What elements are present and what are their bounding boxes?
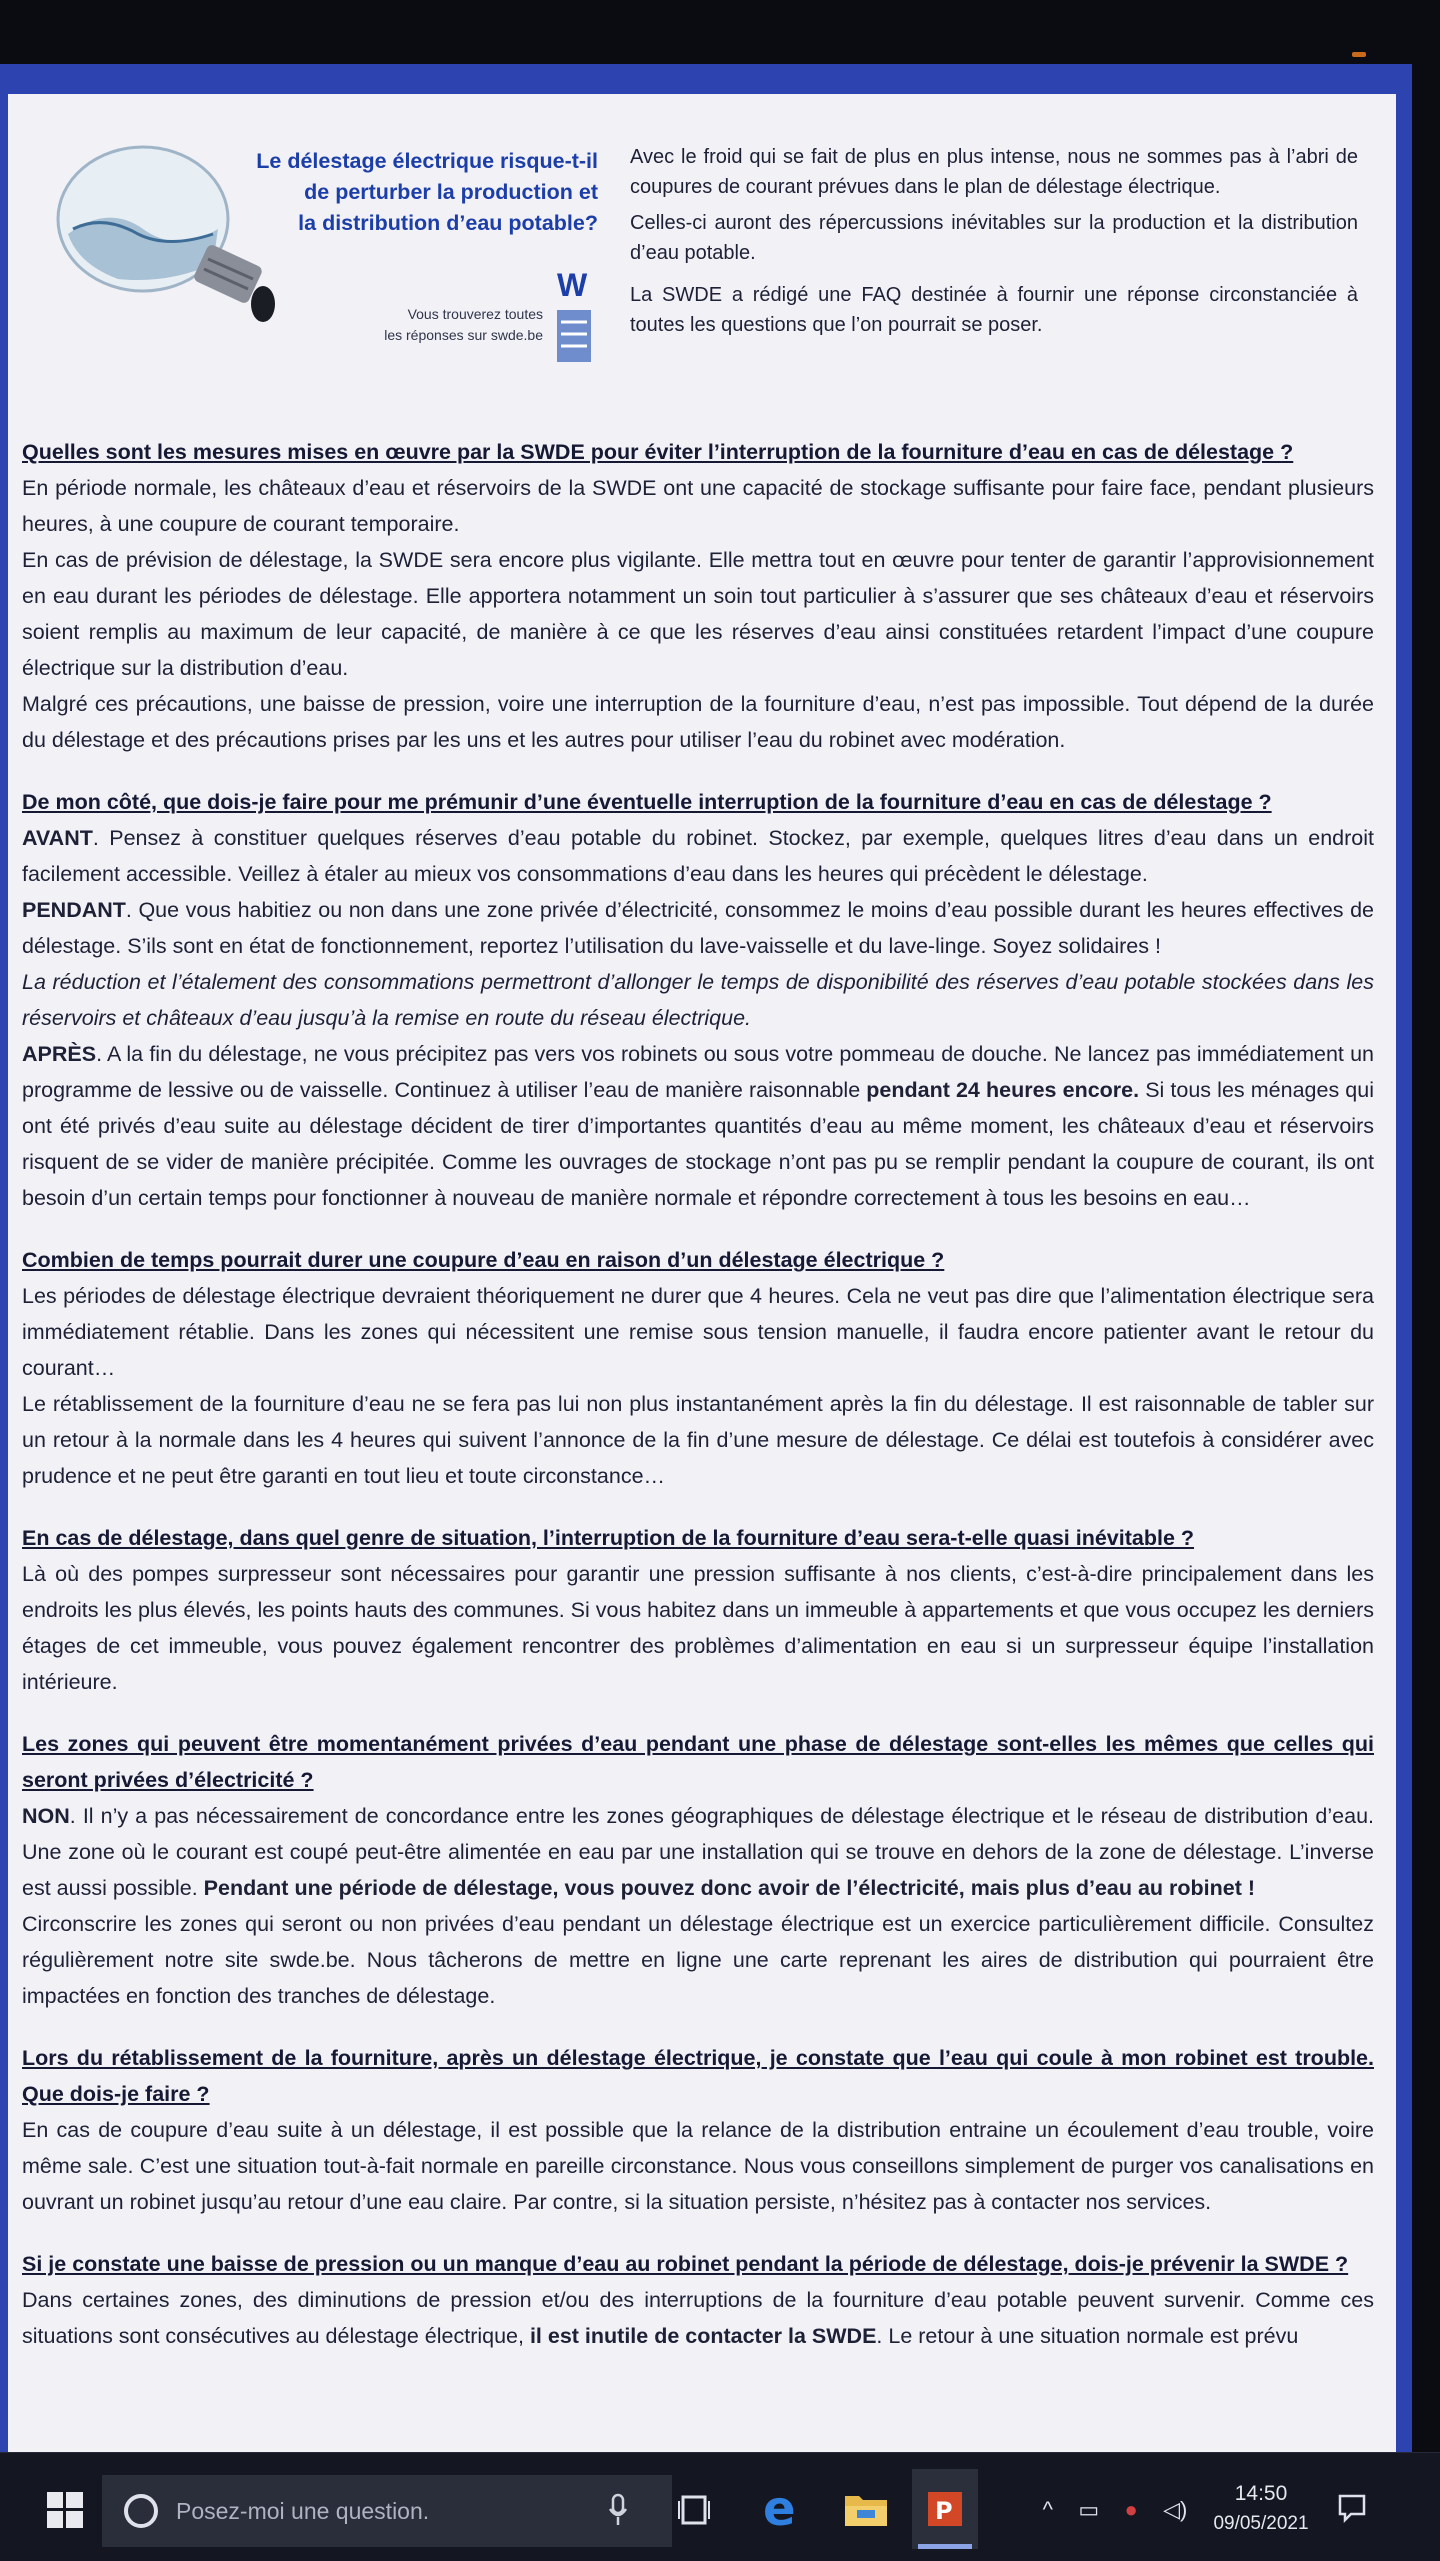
faq-section bbox=[22, 434, 1374, 758]
header-question-line: la distribution d’eau potable? bbox=[298, 211, 598, 235]
powerpoint-icon[interactable] bbox=[912, 2469, 978, 2549]
faq-answer-apres bbox=[22, 1036, 1374, 1216]
faq-question: De mon côté, que dois-je faire pour me prémunir d’une éventuelle interruption de la fourniture d’eau en cas de délestage ? bbox=[22, 790, 1272, 814]
windows-icon bbox=[47, 2492, 83, 2528]
clock-date: 09/05/2021 bbox=[1213, 2513, 1309, 2534]
faq-body bbox=[22, 434, 1374, 2380]
faq-question: Combien de temps pourrait durer une coupure d’eau en raison d’un délestage électrique ? bbox=[22, 1248, 945, 1272]
label-non: NON bbox=[22, 1804, 70, 1828]
text-apres: . A la fin du délestage, ne vous précipitez pas vers vos robinets ou sous votre pommeau de douche. Ne lancez pas immédiatement un programme de lessive ou de vaisselle. Continuez à utiliser l’eau de manière raisonnable bbox=[22, 1042, 1374, 1102]
faq-section bbox=[22, 1726, 1374, 2014]
clock[interactable] bbox=[1196, 2469, 1326, 2549]
intro-paragraph: La SWDE a rédigé une FAQ destinée à fournir une réponse circonstanciée à toutes les questions que l’on pourrait se poser. bbox=[630, 284, 1358, 336]
taskbar bbox=[0, 2452, 1440, 2561]
chevron-up-icon[interactable]: ^ bbox=[1042, 2497, 1053, 2522]
faq-answer: Le rétablissement de la fourniture d’eau ne se fera pas lui non plus instantanément après la fin du délestage. Il est raisonnable de tabler sur un retour à la normale dans les 4 heures qui suivent l’annonce de la fin d’une mesure de délestage. Ce délai est toutefois à considérer avec prudence et ne peut être garanti en tout lieu et toute circonstance… bbox=[22, 1392, 1374, 1488]
faq-section bbox=[22, 784, 1374, 1216]
document-window-frame bbox=[0, 64, 1412, 2454]
faq-answer: Les périodes de délestage électrique devraient théoriquement ne durer que 4 heures. Cela ne veut pas dire que l’alimentation électrique sera immédiatement rétablie. Dans les zones qui nécessitent une remise sous tension manuelle, il faudra encore patienter avant le retour du courant… bbox=[22, 1284, 1374, 1380]
text-pendant: . Que vous habitiez ou non dans une zone privée d’électricité, consommez le moins d’eau possible durant les heures effectives de délestage. S’ils sont en état de fonctionnement, reportez l’utilisation du lave-vaisselle et du lave-linge. Soyez solidaires ! bbox=[22, 898, 1374, 958]
intro-paragraph: Celles-ci auront des répercussions inévitables sur la production et la distribution d’eau potable. bbox=[630, 212, 1358, 264]
label-avant: AVANT bbox=[22, 826, 93, 850]
faq-answer bbox=[22, 2282, 1374, 2354]
battery-icon[interactable]: ● bbox=[1124, 2497, 1138, 2522]
header-hint bbox=[338, 304, 543, 346]
faq-answer-non bbox=[22, 1798, 1374, 1906]
header-hint-line: Vous trouverez toutes bbox=[407, 306, 543, 322]
swde-logo-letter: W bbox=[557, 267, 588, 303]
faq-section bbox=[22, 2040, 1374, 2220]
clock-time: 14:50 bbox=[1234, 2482, 1288, 2505]
faq-answer-italic: La réduction et l’étalement des consommations permettront d’allonger le temps de disponibilité des réserves d’eau potable stockées dans les réservoirs et châteaux d’eau jusqu’à la remise en route du réseau électrique. bbox=[22, 970, 1374, 1030]
faq-question: En cas de délestage, dans quel genre de situation, l’interruption de la fourniture d’eau sera-t-elle quasi inévitable ? bbox=[22, 1526, 1195, 1550]
header-question bbox=[198, 146, 598, 239]
text-swde: Dans certaines zones, des diminutions de pression et/ou des interruptions de la fourniture d’eau potable peuvent survenir. Comme ces situations sont consécutives au délestage électrique, bbox=[22, 2288, 1374, 2348]
faq-answer-pendant bbox=[22, 892, 1374, 964]
label-apres: APRÈS bbox=[22, 1042, 97, 1066]
cortana-icon bbox=[124, 2494, 158, 2528]
faq-section bbox=[22, 1242, 1374, 1494]
faq-answer: En période normale, les châteaux d’eau et réservoirs de la SWDE ont une capacité de stockage suffisante pour faire face, pendant plusieurs heures, à une coupure de courant temporaire. bbox=[22, 476, 1374, 536]
faq-answer: Là où des pompes surpresseur sont nécessaires pour garantir une pression suffisante à nos clients, c’est-à-dire principalement dans les endroits les plus élevés, les points hauts des communes. Si vous habitez dans un immeuble à appartements et que vous occupez les derniers étages de cet immeuble, vous pouvez également rencontrer des problèmes d’alimentation en eau si un surpresseur équipe l’installation intérieure. bbox=[22, 1562, 1374, 1694]
notification-icon[interactable] bbox=[1330, 2483, 1374, 2533]
faq-question: Les zones qui peuvent être momentanément privées d’eau pendant une phase de délestage sont-elles les mêmes que celles qui seront privées d’électricité ? bbox=[22, 1732, 1374, 1792]
search-input[interactable] bbox=[102, 2475, 672, 2547]
header-question-line: Le délestage électrique risque-t-il bbox=[256, 149, 598, 173]
text-non-bold: Pendant une période de délestage, vous pouvez donc avoir de l’électricité, mais plus d’eau au robinet ! bbox=[203, 1876, 1256, 1900]
intro-paragraph: Avec le froid qui se fait de plus en plus intense, nous ne sommes pas à l’abri de coupures de courant prévues dans le plan de délestage électrique. bbox=[630, 146, 1358, 198]
file-explorer-icon[interactable] bbox=[836, 2477, 896, 2539]
active-indicator bbox=[918, 2544, 972, 2549]
microphone-icon[interactable] bbox=[600, 2483, 636, 2537]
label-pendant: PENDANT bbox=[22, 898, 126, 922]
svg-text:e: e bbox=[763, 2485, 796, 2531]
text-non: . Il n’y a pas nécessairement de concordance entre les zones géographiques de délestage électrique et le réseau de distribution d’eau. Une zone où le courant est coupé peut-être alimentée en eau par une installation qui se trouve en dehors de la zone de délestage. L’inverse est aussi possible. bbox=[22, 1804, 1374, 1900]
faq-question: Quelles sont les mesures mises en œuvre par la SWDE pour éviter l’interruption de la fourniture d’eau en cas de délestage ? bbox=[22, 440, 1294, 464]
faq-question: Lors du rétablissement de la fourniture, après un délestage électrique, je constate que l’eau qui coule à mon robinet est trouble. Que dois-je faire ? bbox=[22, 2046, 1374, 2106]
edge-icon[interactable] bbox=[752, 2477, 812, 2539]
task-view-icon[interactable] bbox=[668, 2483, 720, 2537]
text-apres-bold: pendant 24 heures encore. bbox=[866, 1078, 1140, 1102]
text-avant: . Pensez à constituer quelques réserves d’eau potable du robinet. Stockez, par exemple, quelques litres d’eau dans un endroit facilement accessible. Veillez à étaler au mieux vos consommations d’eau dans les heures qui précèdent le délestage. bbox=[22, 826, 1374, 886]
system-tray bbox=[1030, 2487, 1200, 2533]
header-question-line: de perturber la production et bbox=[304, 180, 598, 204]
volume-icon[interactable]: ◁) bbox=[1163, 2497, 1188, 2522]
document-page bbox=[8, 94, 1396, 2454]
start-button[interactable] bbox=[38, 2483, 92, 2537]
faq-answer: Malgré ces précautions, une baisse de pression, voire une interruption de la fourniture d’eau, n’est pas impossible. Tout dépend de la durée du délestage et des précautions prises par les uns et les autres pour utiliser l’eau du robinet avec modération. bbox=[22, 692, 1374, 752]
text-swde-cont: . Le retour à une situation normale est prévu bbox=[876, 2324, 1299, 2348]
intro-text bbox=[630, 142, 1358, 346]
network-icon[interactable]: ▭ bbox=[1078, 2497, 1100, 2522]
webcam-indicator bbox=[1352, 52, 1366, 57]
faq-answer: En cas de coupure d’eau suite à un délestage, il est possible que la relance de la distribution entraine un écoulement d’eau trouble, voire même sale. C’est une situation tout-à-fait normale en pareille circonstance. Nous vous conseillons simplement de purger vos canalisations en ouvrant un robinet jusqu’au retour d’une eau claire. Par contre, si la situation persiste, n’hésitez pas à contacter nos services. bbox=[22, 2118, 1374, 2214]
swde-logo-icon bbox=[553, 266, 597, 366]
faq-answer: En cas de prévision de délestage, la SWDE sera encore plus vigilante. Elle mettra tout en œuvre pour tenter de garantir l’approvisionnement en eau durant les périodes de délestage. Elle apportera notamment un soin tout particulier à s’assurer que ses châteaux d’eau et réservoirs soient remplis au maximum de leur capacité, de manière à ce que les réserves d’eau ainsi constituées retardent l’impact d’une coupure électrique sur la distribution d’eau. bbox=[22, 548, 1374, 680]
search-placeholder: Posez-moi une question. bbox=[176, 2497, 430, 2524]
faq-section bbox=[22, 1520, 1374, 1700]
faq-section bbox=[22, 2246, 1374, 2354]
text-swde-bold: il est inutile de contacter la SWDE bbox=[529, 2324, 877, 2348]
faq-answer: Circonscrire les zones qui seront ou non privées d’eau pendant un délestage électrique est un exercice particulièrement difficile. Consultez régulièrement notre site swde.be. Nous tâcherons de mettre en ligne une carte reprenant les aires de distribution qui pourraient être impactées en fonction des tranches de délestage. bbox=[22, 1912, 1374, 2008]
faq-answer-avant bbox=[22, 820, 1374, 892]
text-apres-cont: Si tous les ménages qui ont été privés d’eau suite au délestage décident de tirer d’importantes quantités d’eau au même moment, les châteaux d’eau et réservoirs risquent de se vider de manière précipitée. Comme les ouvrages de stockage n’ont pas pu se remplir pendant la coupure de courant, ils ont besoin d’un certain temps pour fonctionner à nouveau de manière normale et répondre correctement à tous les besoins en eau… bbox=[22, 1078, 1374, 1210]
header-hint-line: les réponses sur swde.be bbox=[384, 327, 543, 343]
svg-text:P: P bbox=[935, 2497, 953, 2525]
faq-question: Si je constate une baisse de pression ou un manque d’eau au robinet pendant la période de délestage, dois-je prévenir la SWDE ? bbox=[22, 2252, 1349, 2276]
